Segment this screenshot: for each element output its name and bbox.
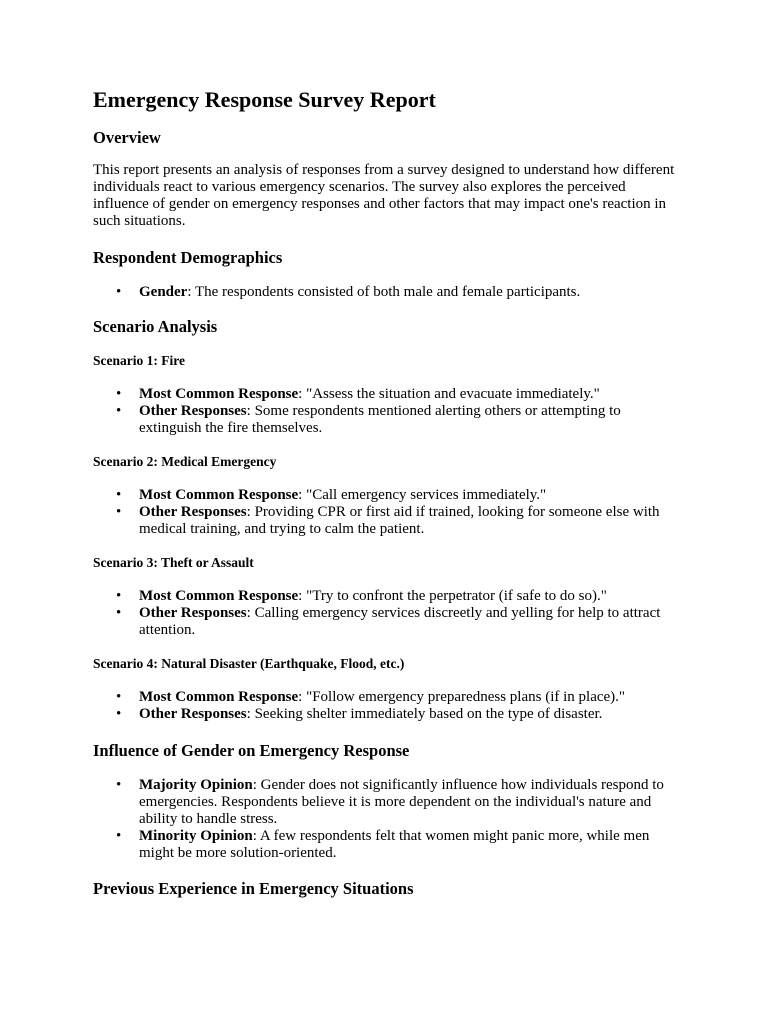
list-item [139,487,675,504]
list-item [139,504,675,538]
overview-heading: Overview [93,128,161,147]
item-text: : Some respondents mentioned alerting others or attempting to extinguish the fire themselves. [139,403,621,436]
list-item [139,828,675,862]
scenario-2-list [93,487,675,538]
list-item [139,386,675,403]
list-item [139,588,675,605]
list-item [139,777,675,828]
item-text: : A few respondents felt that women might panic more, while men might be more solution-oriented. [139,828,650,861]
previous-experience-heading: Previous Experience in Emergency Situations [93,879,414,898]
item-label: Most Common Response [139,689,299,705]
scenario-2-heading: Scenario 2: Medical Emergency [93,454,277,469]
item-text: : "Call emergency services immediately." [298,487,547,503]
item-text: : "Follow emergency preparedness plans (if in place)." [298,689,626,705]
list-item [139,706,675,723]
item-label: Most Common Response [139,588,299,604]
scenario-analysis-heading: Scenario Analysis [93,317,218,336]
document-title: Emergency Response Survey Report [93,87,436,112]
item-label: Minority Opinion [139,828,253,844]
scenario-1-heading: Scenario 1: Fire [93,353,185,368]
overview-paragraph: This report presents an analysis of responses from a survey designed to understand how different individuals react to various emergency scenarios. The survey also explores the perceived influence of gender on emergency responses and other factors that may impact one's reaction in such situations. [93,162,675,229]
item-text: : The respondents consisted of both male and female participants. [187,284,581,300]
list-item [139,605,675,639]
scenario-4-heading: Scenario 4: Natural Disaster (Earthquake, Flood, etc.) [93,656,405,671]
item-label: Majority Opinion [139,777,253,793]
demographics-list [93,284,675,301]
item-text: : Calling emergency services discreetly and yelling for help to attract attention. [139,605,661,638]
gender-influence-list [93,777,675,862]
scenario-4-list [93,689,675,723]
item-label: Other Responses [139,504,247,520]
item-text: : Providing CPR or first aid if trained, looking for someone else with medical training, and trying to calm the patient. [139,504,660,537]
item-label: Other Responses [139,605,247,621]
item-text: : Gender does not significantly influence how individuals respond to emergencies. Respondents believe it is more dependent on the individual's nature and ability to handle stress. [139,777,664,827]
item-label: Most Common Response [139,487,299,503]
item-text: : Seeking shelter immediately based on the type of disaster. [246,706,603,722]
item-text: : "Try to confront the perpetrator (if safe to do so)." [298,588,607,604]
list-item [139,284,675,301]
item-label: Gender [139,284,188,300]
item-label: Most Common Response [139,386,299,402]
scenario-3-list [93,588,675,639]
item-label: Other Responses [139,706,247,722]
list-item [139,689,675,706]
gender-influence-heading: Influence of Gender on Emergency Response [93,741,410,760]
scenario-3-heading: Scenario 3: Theft or Assault [93,555,254,570]
demographics-heading: Respondent Demographics [93,248,283,267]
item-text: : "Assess the situation and evacuate immediately." [298,386,600,402]
scenario-1-list [93,386,675,437]
list-item [139,403,675,437]
item-label: Other Responses [139,403,247,419]
